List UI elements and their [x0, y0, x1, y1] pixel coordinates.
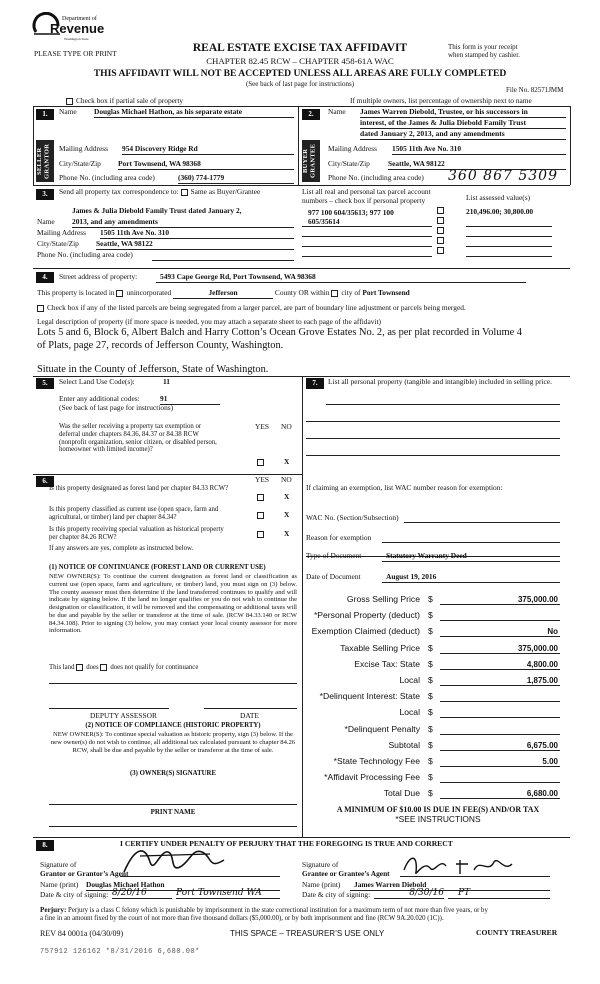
- calc-row-label: *Personal Property (deduct): [313, 610, 420, 620]
- grantee-name[interactable]: James Warren Diebold: [350, 881, 550, 891]
- seller-vertical-label: SELLER GRANTOR: [36, 140, 54, 182]
- reason-label: Reason for exemption: [306, 533, 372, 542]
- buyer-phone-label: Phone No. (including area code): [328, 173, 424, 182]
- parcel-checkbox[interactable]: [437, 227, 444, 234]
- calc-row-label: Subtotal: [388, 740, 420, 750]
- perjury-text-2: a fine in an amount fixed by the court of not more than five thousand dollars ($5,000.00), or by both imprisonment and fine (RCW 9A.20.020 (1C)).: [40, 915, 444, 923]
- partial-sale: [66, 97, 183, 106]
- calc-row-dollar: $: [428, 707, 433, 717]
- calc-row-label: *Delinquent Interest: State: [319, 691, 420, 701]
- calc-row-label: *Affidavit Processing Fee: [324, 772, 420, 782]
- land-use-code[interactable]: 11: [163, 377, 170, 386]
- parcel-label-2: numbers – check box if personal property: [302, 196, 426, 205]
- calc-row-label: Exemption Claimed (deduct): [311, 626, 420, 636]
- grantee-sig-label-1: Signature of: [302, 860, 339, 869]
- s5-yes-checkbox[interactable]: [257, 459, 264, 466]
- seller-name[interactable]: Douglas Michael Hathon, as his separate estate: [94, 108, 294, 118]
- does-label: does: [86, 664, 99, 672]
- see-back: (See back of last page for instructions): [245, 80, 355, 88]
- buyer-city[interactable]: Seattle, WA 98122: [388, 160, 566, 170]
- see-instructions: *SEE INSTRUCTIONS: [395, 814, 481, 824]
- calc-row-value[interactable]: 6,675.00: [440, 741, 560, 751]
- county-treasurer: COUNTY TREASURER: [476, 928, 558, 937]
- calc-row-value[interactable]: [440, 773, 560, 783]
- parcel-label-1: List all real and personal tax parcel account: [302, 187, 431, 196]
- s5-no: NO: [281, 422, 292, 431]
- grantor-date-label: Date & city of signing:: [40, 890, 109, 899]
- form-chapter: CHAPTER 82.45 RCW – CHAPTER 458-61A WAC: [206, 56, 394, 66]
- rev-number: REV 84 0001a (04/30/09): [40, 929, 124, 938]
- legal-desc-1[interactable]: Lots 5 and 6, Block 6, Albert Balch and Harry Cotton’s Ocean Grove Estates No. 2, as per plat recorded in Volume 4: [37, 327, 522, 338]
- calc-row-dollar: $: [428, 788, 433, 798]
- same-as-checkbox[interactable]: [181, 189, 188, 196]
- s6-if-yes: If any answers are yes, complete as instructed below.: [49, 545, 194, 552]
- historic-title: (2) NOTICE OF COMPLIANCE (HISTORIC PROPERTY): [85, 722, 261, 729]
- calc-row-value[interactable]: [440, 725, 560, 735]
- calc-row-label: Local: [399, 675, 420, 685]
- buyer-name-line2[interactable]: interest, of the James & Julia Diebold Family Trust: [360, 119, 566, 129]
- city-value[interactable]: Port Townsend: [362, 288, 410, 297]
- buyer-name-line3[interactable]: dated January 2, 2013, and any amendments: [360, 130, 566, 140]
- calc-row-value[interactable]: [440, 708, 560, 718]
- buyer-city-label: City/State/Zip: [328, 159, 370, 168]
- section-2-number: 2.: [302, 109, 320, 120]
- seller-name-label: Name: [59, 107, 77, 116]
- calc-row-dollar: $: [428, 610, 433, 620]
- section3-city-label: City/State/Zip: [37, 239, 79, 248]
- section3-city[interactable]: Seattle, WA 98122: [96, 240, 294, 250]
- calc-row-value[interactable]: 4,800.00: [440, 660, 560, 670]
- buyer-name-label: Name: [328, 107, 346, 116]
- s6-q3: Is this property receiving special valuation as historical property per chapter 84.26 RCW?: [49, 526, 224, 541]
- section-1-number: 1.: [36, 109, 54, 120]
- section-5-number: 5.: [36, 378, 54, 389]
- historic-text: NEW OWNER(S): To continue special valuation as historic property, sign (3) below. If the new owner(s) do not wish to continue, all additional tax calculated pursuant to chapter 84.26 RCW, shall be due and payable by the seller or transferor at the time of sale.: [50, 731, 296, 754]
- additional-label: Enter any additional codes:: [59, 394, 140, 403]
- multiple-owners: If multiple owners, list percentage of ownership next to name: [350, 96, 532, 105]
- property-street[interactable]: 5493 Cape George Rd, Port Townsend, WA 98368: [156, 273, 526, 283]
- personal-property-label: List all personal property (tangible and intangible) included in selling price.: [328, 377, 552, 386]
- buyer-address[interactable]: 1505 11th Ave No. 310: [392, 145, 566, 155]
- grantor-signature[interactable]: [120, 842, 230, 880]
- s6-q1-answer[interactable]: X: [284, 492, 290, 501]
- location-line: [37, 289, 577, 299]
- parcel-checkbox[interactable]: [437, 207, 444, 214]
- calc-row-dollar: $: [428, 643, 433, 653]
- s6-q1: Is this property designated as forest land per chapter 84.33 RCW?: [49, 485, 229, 492]
- calc-row-dollar: $: [428, 675, 433, 685]
- doc-date-label: Date of Document: [306, 572, 361, 581]
- unincorporated-checkbox[interactable]: [116, 290, 123, 297]
- treasurer-space: THIS SPACE – TREASURER’S USE ONLY: [230, 929, 385, 938]
- perjury-text-1: Perjury is a class C felony which is punishable by imprisonment in the state correctional institution for a maximum term of not more than five years, or by: [68, 907, 488, 914]
- seller-city[interactable]: Port Townsend, WA 98368: [118, 160, 294, 170]
- section3-name-label: Name: [37, 217, 55, 226]
- does-checkbox[interactable]: [76, 664, 83, 671]
- receipt-note-2: when stamped by cashier.: [448, 51, 520, 59]
- exemption-label: If claiming an exemption, list WAC number reason for exemption:: [306, 483, 503, 492]
- does-not-checkbox[interactable]: [100, 664, 107, 671]
- additional-codes[interactable]: 91: [160, 395, 220, 405]
- buyer-addr-label: Mailing Address: [328, 144, 378, 153]
- segregated-checkbox[interactable]: [37, 305, 44, 312]
- calc-row-value[interactable]: 375,000.00: [440, 644, 560, 654]
- seller-addr-label: Mailing Address: [59, 144, 109, 153]
- land-use-label: Select Land Use Code(s):: [59, 377, 135, 386]
- correspondence-label: Send all property tax correspondence to:: [59, 187, 179, 196]
- doc-type[interactable]: Statutory Warranty Deed: [382, 552, 560, 562]
- grantee-name-label: Name (print): [302, 880, 341, 889]
- grantee-date-label: Date & city of signing:: [302, 890, 371, 899]
- s6-q1-yes-checkbox[interactable]: [257, 494, 264, 501]
- continuance-title: (1) NOTICE OF CONTINUANCE (FOREST LAND OR CURRENT USE): [49, 564, 266, 571]
- partial-sale-label: Check box if partial sale of property: [76, 96, 184, 105]
- segregated-label: Check box if any of the listed parcels are being segregated from a larger parcel, are part of boundary line adjustment or parcels being merged.: [47, 303, 466, 312]
- parcel-numbers-1[interactable]: 977 100 604/35613; 977 100: [308, 208, 394, 217]
- grantor-date[interactable]: 8/20/16: [112, 888, 172, 899]
- section3-phone-label: Phone No. (including area code): [37, 250, 133, 259]
- calc-row-label: Excise Tax: State: [354, 659, 420, 669]
- doc-date[interactable]: August 19, 2016: [382, 573, 560, 583]
- city-of-label: city of: [341, 288, 361, 297]
- calc-row-value[interactable]: No: [440, 627, 560, 637]
- city-checkbox[interactable]: [331, 290, 338, 297]
- grantee-city[interactable]: PT: [448, 888, 550, 899]
- grantor-name[interactable]: Douglas Michael Hathon: [86, 881, 280, 891]
- calc-row-dollar: $: [428, 691, 433, 701]
- section-3-number: 3.: [36, 189, 54, 200]
- calc-row-dollar: $: [428, 740, 433, 750]
- seller-phone-label: Phone No. (including area code): [59, 173, 155, 182]
- segregated-line: [37, 304, 466, 313]
- grantor-city[interactable]: Port Townsend WA: [176, 888, 280, 899]
- s5-yes: YES: [255, 422, 269, 431]
- seller-address[interactable]: 954 Discovery Ridge Rd: [122, 145, 294, 155]
- logo: [32, 12, 112, 42]
- legal-desc-3[interactable]: Situate in the County of Jefferson, State of Washington.: [37, 364, 269, 375]
- calc-row-dollar: $: [428, 659, 433, 669]
- calc-row-value[interactable]: 375,000.00: [440, 595, 560, 605]
- s5-question: Was the seller receiving a property tax exemption or deferral under chapters 84.36, 84.37 or 84.38 RCW (nonprofit organization, senior citizen, or disabled person, homeowner with limited income)?: [59, 423, 217, 454]
- s5-no-answer[interactable]: X: [284, 457, 290, 466]
- perjury-label: Perjury:: [40, 906, 67, 914]
- parcel-checkbox[interactable]: [437, 217, 444, 224]
- same-as-label: Same as Buyer/Grantee: [190, 187, 261, 196]
- this-land-line: [49, 664, 198, 672]
- grantor-sig-label-1: Signature of: [40, 860, 77, 869]
- file-number: File No. 82571JMM: [506, 86, 564, 94]
- buyer-vertical-label: BUYER GRANTEE: [302, 140, 320, 182]
- s6-q2-answer[interactable]: X: [284, 510, 290, 519]
- seller-phone[interactable]: (360) 774-1779: [178, 174, 294, 184]
- calc-row-value[interactable]: [440, 692, 560, 702]
- section3-address[interactable]: 1505 11th Ave No. 310: [100, 229, 294, 239]
- buyer-phone[interactable]: 360 867 5309: [448, 168, 558, 184]
- unincorporated-label: unincorporated: [126, 288, 172, 297]
- print-name-label: PRINT NAME: [150, 808, 196, 816]
- continuance-text: NEW OWNER(S): To continue the current designation as forest land or classification as current use (open space, farm and agriculture, or timber) land, you must sign on (3) below. The county assessor must then determine if the land transferred continues to qualify and will indicate by signing below. If the land no longer qualifies or you do not wish to continue the designation or classification, it will be removed and the compensating or additional taxes will be due and payable by the seller or transferor at the time of sale. (RCW 84.33.140 or RCW 84.34.108). Prior to signing (3) below, you may contact your local county assessor for more information.: [49, 573, 297, 635]
- assessed-label: List assessed value(s): [466, 193, 531, 202]
- assessed-values[interactable]: 210,496.00; 30,800.00: [466, 207, 534, 216]
- calc-row-dollar: $: [428, 756, 433, 766]
- receipt-note-1: This form is your receipt: [448, 43, 518, 51]
- section-6-number: 6.: [36, 476, 54, 487]
- s6-q3-answer[interactable]: X: [284, 529, 290, 538]
- section3-name-line1[interactable]: James & Julia Diebold Family Trust dated January 2,: [72, 206, 242, 215]
- grantor-name-label: Name (print): [40, 880, 79, 889]
- minimum-notice: A MINIMUM OF $10.00 IS DUE IN FEE(S) AND/OR TAX: [336, 805, 540, 814]
- calc-row-value[interactable]: [440, 611, 560, 621]
- parcel-checkbox[interactable]: [437, 247, 444, 254]
- this-land-label: This land: [49, 664, 75, 672]
- deputy-assessor: DEPUTY ASSESSOR: [90, 711, 157, 720]
- send-correspondence: [59, 188, 260, 197]
- parcel-numbers-2[interactable]: 605/35614: [308, 217, 340, 226]
- calc-row-dollar: $: [428, 772, 433, 782]
- s6-q2-yes-checkbox[interactable]: [257, 512, 264, 519]
- legal-label: Legal description of property (if more space is needed, you may attach a separate sheet to each page of the affidavit): [37, 317, 381, 326]
- logo-sub: Washington State: [64, 37, 89, 41]
- doc-type-label: Type of Document: [306, 551, 362, 560]
- section-8-number: 8.: [36, 840, 54, 851]
- s6-no: NO: [281, 475, 292, 484]
- receipt-stamp: 757912 126162 *8/31/2016 6,680.00*: [40, 948, 200, 956]
- certify-statement: I CERTIFY UNDER PENALTY OF PERJURY THAT THE FOREGOING IS TRUE AND CORRECT: [120, 839, 453, 848]
- county-or-label: County OR within: [274, 288, 330, 297]
- calc-row-label: Taxable Selling Price: [340, 643, 420, 653]
- calc-row-value[interactable]: 6,680.00: [440, 789, 560, 799]
- grantee-sig-label-2: Grantee or Grantee’s Agent: [302, 869, 390, 878]
- land-use-see-back: (See back of last page for instructions): [59, 403, 174, 412]
- calc-row-value[interactable]: 5.00: [440, 757, 560, 767]
- county-value[interactable]: Jefferson: [173, 289, 273, 299]
- calc-row-label: Total Due: [383, 788, 420, 798]
- form-title: REAL ESTATE EXCISE TAX AFFIDAVIT: [192, 42, 408, 54]
- calc-row-label: Local: [399, 707, 420, 717]
- partial-sale-checkbox[interactable]: [66, 98, 73, 105]
- logo-main: Revenue: [50, 21, 105, 36]
- please-type: PLEASE TYPE OR PRINT: [34, 49, 117, 58]
- perjury-notice: [40, 906, 570, 924]
- wac-label: WAC No. (Section/Subsection): [306, 513, 399, 522]
- calc-row-dollar: $: [428, 594, 433, 604]
- located-label: This property is located in: [37, 288, 115, 297]
- parcel-checkbox[interactable]: [437, 237, 444, 244]
- street-label: Street address of property:: [59, 272, 138, 281]
- calc-row-label: Gross Selling Price: [346, 594, 420, 604]
- section3-name-line2[interactable]: 2013, and any amendments: [72, 218, 294, 228]
- logo-top: Department of: [62, 16, 97, 22]
- s6-q3-yes-checkbox[interactable]: [257, 531, 264, 538]
- s6-q2: Is this property classified as current use (open space, farm and agricultural, or timber) land per chapter 84.34?: [49, 506, 219, 521]
- calc-row-label: *Delinquent Penalty: [344, 724, 420, 734]
- owner-signature-label: (3) OWNER(S) SIGNATURE: [130, 770, 216, 777]
- legal-desc-2[interactable]: of Plats, page 27, records of Jefferson County, Washington.: [37, 340, 284, 351]
- calc-row-label: *State Technology Fee: [333, 756, 420, 766]
- calc-row-dollar: $: [428, 724, 433, 734]
- does-not-label: does not qualify for continuance: [110, 664, 199, 672]
- section3-addr-label: Mailing Address: [37, 228, 87, 237]
- grantor-sig-label-2: Grantor or Grantor’s Agent: [40, 869, 129, 878]
- s6-yes: YES: [255, 475, 269, 484]
- section-7-number: 7.: [306, 378, 324, 389]
- seller-city-label: City/State/Zip: [59, 159, 101, 168]
- grantee-date[interactable]: 8/30/16: [374, 888, 444, 899]
- warning-banner: THIS AFFIDAVIT WILL NOT BE ACCEPTED UNLESS ALL AREAS ARE FULLY COMPLETED: [93, 68, 507, 79]
- buyer-name-line1[interactable]: James Warren Diebold, Trustee, or his successors in: [360, 108, 566, 118]
- calc-row-value[interactable]: 1,875.00: [440, 676, 560, 686]
- parcel-checkboxes: [437, 207, 447, 254]
- calc-row-dollar: $: [428, 626, 433, 636]
- section-4-number: 4.: [36, 272, 54, 283]
- assessor-date: DATE: [240, 711, 259, 720]
